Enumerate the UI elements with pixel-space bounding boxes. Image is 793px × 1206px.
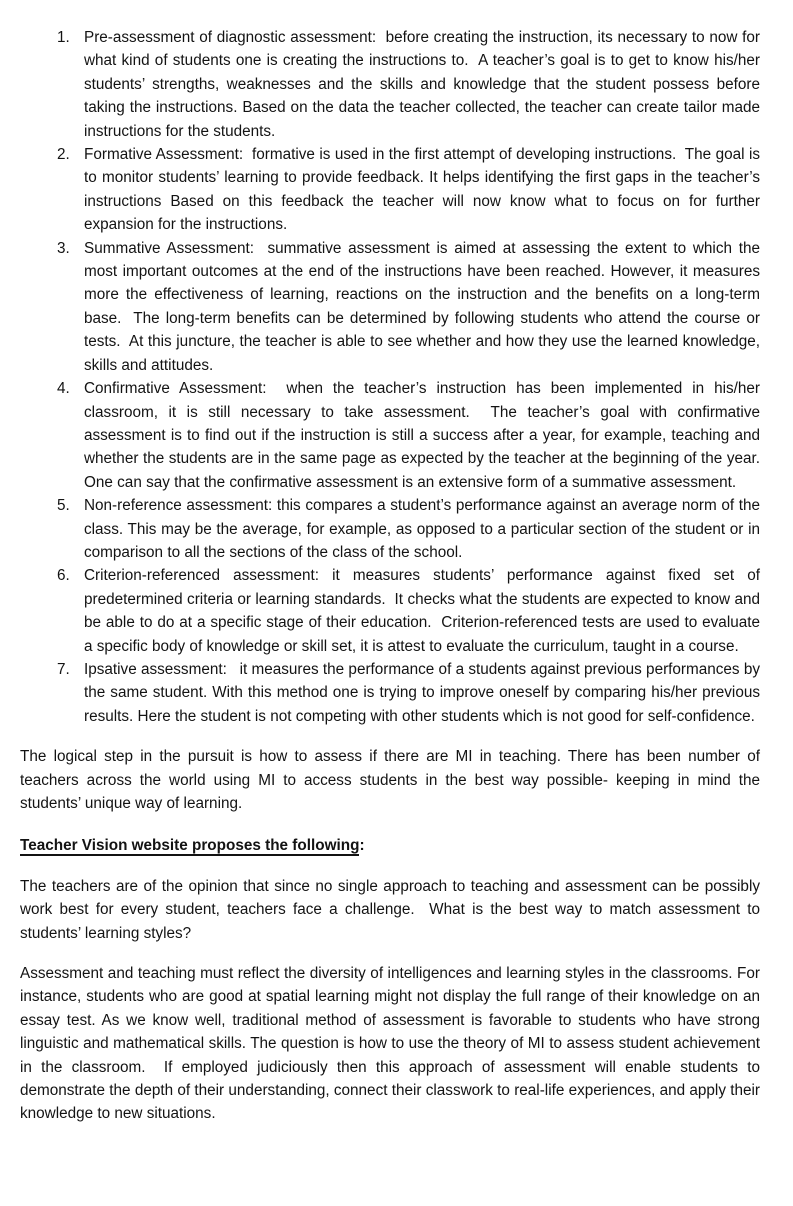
list-item-number: 1. bbox=[57, 29, 70, 46]
list-item bbox=[20, 26, 765, 143]
section-heading-text: Teacher Vision website proposes the following bbox=[20, 837, 360, 855]
paragraph-assessment-and-teaching: Assessment and teaching must reflect the diversity of intelligences and learning styles in the classrooms. For instance, students who are good at spatial learning might not display the full range of their knowledge on an essay test. As we know well, traditional method of assessment is favorable to students who have strong linguistic and mathematical skills. The question is how to use the theory of MI to assess student achievement in the classroom. If employed judiciously then this approach of assessment will enable students to demonstrate the depth of their understanding, connect their classwork to real-life experiences, and apply their knowledge to new situations. bbox=[20, 965, 765, 1123]
list-item-number: 4. bbox=[57, 380, 70, 398]
list-item bbox=[20, 377, 765, 494]
list-item-text: Pre-assessment of diagnostic assessment: before creating the instruction, its necessary to now for what kind of students one is creating the instructions to. A teacher’s goal is to get to know his/her students’ strengths, weaknesses and the skills and knowledge that the student possess before taking the instructions. Based on the data the teacher collected, the teacher can create tailor made instructions for the students. bbox=[84, 29, 765, 140]
list-item bbox=[20, 658, 765, 728]
list-item bbox=[20, 143, 765, 237]
list-item-number: 3. bbox=[57, 239, 70, 257]
list-item-text: Summative Assessment: summative assessment is aimed at assessing the extent to which the most important outcomes at the end of the instructions have been reached. However, it measures more the effectiveness of learning, reactions on the instruction and the benefits on a long-term base. The long-term benefits can be determined by following students who attend the course or tests. At this juncture, the teacher is able to see whether and how they use the learned knowledge, skills and attitudes. bbox=[84, 239, 765, 374]
paragraph-logical-step: The logical step in the pursuit is how to assess if there are MI in teaching. There has been number of teachers across the world using MI to access students in the best way possible- keeping in mind the students’ unique way of learning. bbox=[20, 748, 765, 812]
list-item-text: Non-reference assessment: this compares a student’s performance against an average norm of the class. This may be the average, for example, as opposed to a particular section of the student or in comparison to all the sections of the class of the school. bbox=[84, 497, 765, 561]
list-item-text: Formative Assessment: formative is used in the first attempt of developing instructions. The goal is to monitor students’ learning to provide feedback. It helps identifying the first gaps in the teacher’s instructions Based on this feedback the teacher will now know what to focus on for further expansion for the instructions. bbox=[84, 146, 765, 234]
section-heading-colon: : bbox=[359, 837, 365, 855]
list-item-number: 5. bbox=[57, 497, 70, 515]
paragraph-teachers-opinion: The teachers are of the opinion that since no single approach to teaching and assessment can be possibly work best for every student, teachers face a challenge. What is the best way to match assessment to students’ learning styles? bbox=[20, 877, 765, 942]
assessment-types-list bbox=[20, 26, 765, 728]
list-item-number: 7. bbox=[57, 660, 70, 678]
list-item-number: 6. bbox=[57, 567, 70, 585]
list-item-text: Confirmative Assessment: when the teacher’s instruction has been implemented in his/her classroom, it is still necessary to take assessment. The teacher’s goal with confirmative assessment is to find out if the instruction is still a success after a year, for example, teaching and whether the students are in the same page as expected by the teacher at the beginning of the year. One can say that the confirmative assessment is an extensive form of a summative assessment. bbox=[84, 380, 765, 491]
list-item bbox=[20, 237, 765, 377]
list-item-number: 2. bbox=[57, 146, 70, 164]
list-item bbox=[20, 564, 765, 658]
list-item bbox=[20, 494, 765, 564]
list-item-text: Ipsative assessment: it measures the performance of a students against previous performances by the same student. With this method one is trying to improve oneself by comparing his/her previous results. Here the student is not competing with other students which is not good for self-confidence. bbox=[84, 660, 765, 725]
section-heading bbox=[20, 834, 760, 857]
list-item-text: Criterion-referenced assessment: it measures students’ performance against fixed set of predetermined criteria or learning standards. It checks what the students are expected to know and be able to do at a specific stage of their education. Criterion-referenced tests are used to evaluate a specific body of knowledge or skill set, it is attest to evaluate the curriculum, taught in a course. bbox=[84, 567, 765, 655]
